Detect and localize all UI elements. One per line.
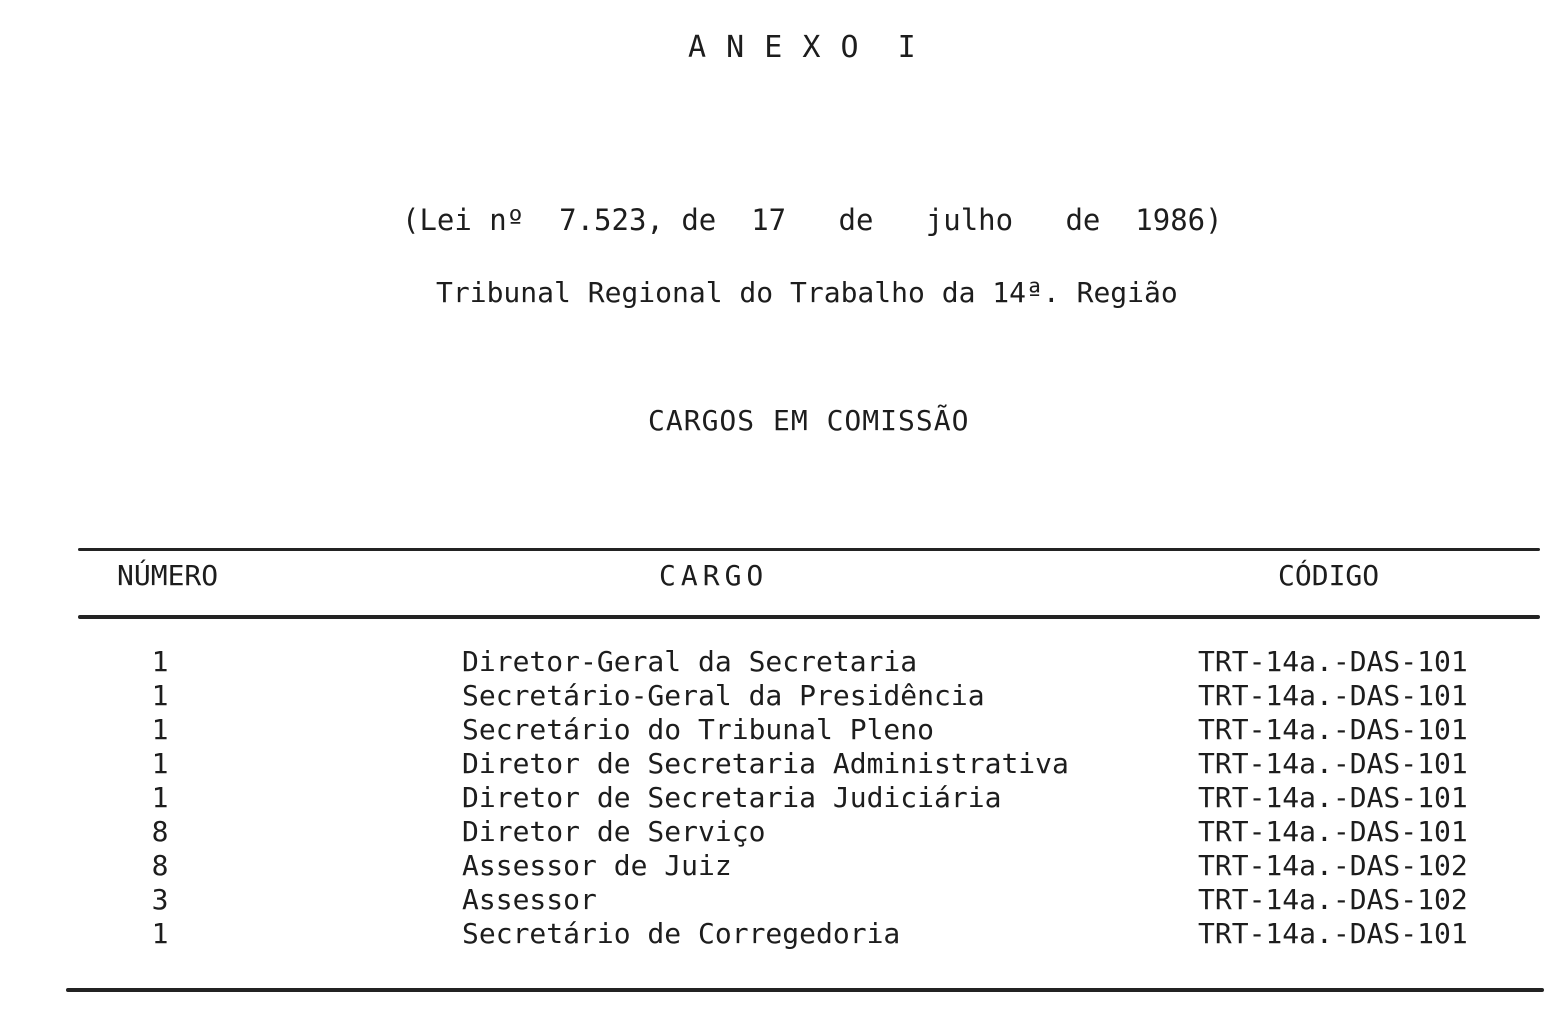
row-numero: 1 bbox=[151, 917, 169, 950]
table-bottom-rule bbox=[66, 988, 1544, 992]
document-title: A N E X O I bbox=[688, 30, 917, 65]
row-numero: 1 bbox=[151, 713, 169, 746]
row-numero: 8 bbox=[151, 849, 169, 882]
row-numero: 8 bbox=[151, 815, 169, 848]
table-row bbox=[0, 713, 1564, 747]
row-numero: 1 bbox=[151, 747, 169, 780]
row-codigo: TRT-14a.-DAS-101 bbox=[1198, 747, 1468, 780]
table-row bbox=[0, 849, 1564, 883]
row-numero: 1 bbox=[151, 679, 169, 712]
row-cargo: Secretário de Corregedoria bbox=[462, 917, 901, 950]
table-header-rule bbox=[78, 615, 1540, 619]
row-numero: 3 bbox=[151, 883, 169, 916]
row-cargo: Diretor de Secretaria Administrativa bbox=[462, 747, 1069, 780]
tribunal-name: Tribunal Regional do Trabalho da 14ª. Região bbox=[436, 276, 1178, 309]
table-row bbox=[0, 645, 1564, 679]
table-row bbox=[0, 679, 1564, 713]
table-row bbox=[0, 781, 1564, 815]
row-codigo: TRT-14a.-DAS-101 bbox=[1198, 781, 1468, 814]
header-cargo: CARGO bbox=[659, 559, 769, 592]
section-title: CARGOS EM COMISSÃO bbox=[648, 404, 970, 437]
row-codigo: TRT-14a.-DAS-101 bbox=[1198, 917, 1468, 950]
row-cargo: Secretário do Tribunal Pleno bbox=[462, 713, 935, 746]
table-row bbox=[0, 815, 1564, 849]
row-numero: 1 bbox=[151, 781, 169, 814]
row-cargo: Diretor-Geral da Secretaria bbox=[462, 645, 918, 678]
header-codigo: CÓDIGO bbox=[1278, 559, 1380, 592]
table-row bbox=[0, 747, 1564, 781]
row-cargo: Assessor bbox=[462, 883, 597, 916]
table-top-rule bbox=[78, 548, 1540, 551]
row-numero: 1 bbox=[151, 645, 169, 678]
table-row bbox=[0, 883, 1564, 917]
row-codigo: TRT-14a.-DAS-102 bbox=[1198, 849, 1468, 882]
row-codigo: TRT-14a.-DAS-101 bbox=[1198, 713, 1468, 746]
row-cargo: Assessor de Juiz bbox=[462, 849, 732, 882]
row-cargo: Secretário-Geral da Presidência bbox=[462, 679, 985, 712]
row-codigo: TRT-14a.-DAS-102 bbox=[1198, 883, 1468, 916]
header-numero: NÚMERO bbox=[117, 559, 219, 592]
row-codigo: TRT-14a.-DAS-101 bbox=[1198, 815, 1468, 848]
table-body bbox=[0, 645, 1564, 951]
row-cargo: Diretor de Secretaria Judiciária bbox=[462, 781, 1002, 814]
row-codigo: TRT-14a.-DAS-101 bbox=[1198, 645, 1468, 678]
row-codigo: TRT-14a.-DAS-101 bbox=[1198, 679, 1468, 712]
row-cargo: Diretor de Serviço bbox=[462, 815, 766, 848]
table-row bbox=[0, 917, 1564, 951]
law-reference: (Lei nº 7.523, de 17 de julho de 1986) bbox=[402, 203, 1223, 237]
